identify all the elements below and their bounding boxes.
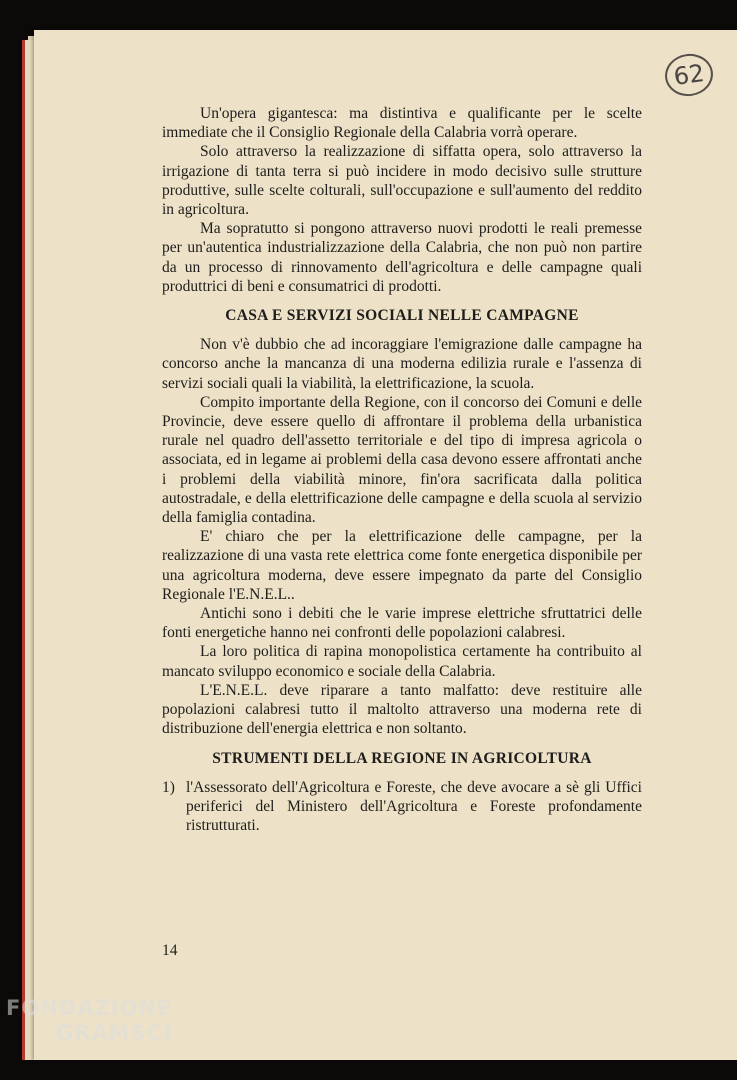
body-text (162, 104, 642, 835)
archive-number-stamp (662, 51, 715, 99)
document-page (34, 30, 737, 1060)
paragraph: Ma sopratutto si pongono attraverso nuovi prodotti le reali premesse per un'autentica industrializzazione della Calabria, che non può non partire da un processo di rinnovamento dell'agricoltura e delle campagne quali produttrici di beni e consumatrici di prodotti. (162, 220, 642, 295)
paragraph: Non v'è dubbio che ad incoraggiare l'emigrazione dalle campagne ha concorso anche la mancanza di una moderna edilizia rurale e l'assenza di servizi sociali quali la viabilità, la elettrificazione, la scuola. (162, 336, 642, 392)
list-number: 1) (162, 778, 175, 796)
paragraph: E' chiaro che per la elettrificazione delle campagne, per la realizzazione di una vasta rete elettrica come fonte energetica disponibile per una agricoltura moderna, deve essere impegnato da parte del Consiglio Regionale l'E.N.E.L.. (162, 528, 642, 603)
paragraph: Antichi sono i debiti che le varie imprese elettriche sfruttatrici delle fonti energetiche hanno nei confronti delle popolazioni calabresi. (162, 605, 642, 642)
paragraph: La loro politica di rapina monopolistica certamente ha contribuito al mancato sviluppo economico e sociale della Calabria. (162, 643, 642, 680)
archive-number: 62 (671, 59, 707, 91)
paragraph: Solo attraverso la realizzazione di siffatta opera, solo attraverso la irrigazione di tanta terra si può incidere in modo decisivo sulle strutture produttive, sulle scelte colturali, sull'occupazione e sull'aumento del reddito in agricoltura. (162, 143, 642, 219)
list-text: l'Assessorato dell'Agricoltura e Foreste, che deve avocare a sè gli Uffici periferici del Ministero dell'Agricoltura e Foreste profondamente ristrutturati. (186, 778, 642, 835)
watermark-logo (6, 998, 172, 1044)
section-heading: CASA E SERVIZI SOCIALI NELLE CAMPAGNE (225, 307, 579, 325)
page-number: 14 (162, 942, 178, 959)
paragraph: Un'opera gigantesca: ma distintiva e qualificante per le scelte immediate che il Consiglio Regionale della Calabria vorrà operare. (162, 105, 642, 142)
list-item (162, 778, 642, 836)
paragraph: L'E.N.E.L. deve riparare a tanto malfatto: deve restituire alle popolazioni calabresi tutto il maltolto attraverso una moderna rete di distribuzione dell'energia elettrica e non soltanto. (162, 681, 642, 738)
watermark-line: GRAMSCI (56, 1021, 172, 1045)
watermark-line: FONDAZIONE (6, 996, 173, 1020)
paragraph: Compito importante della Regione, con il concorso dei Comuni e delle Provincie, deve essere quello di affrontare il problema della urbanistica rurale nel quadro dell'assetto territoriale e del tipo di impresa agricola o associata, ed in legame ai problemi della casa devono essere affrontati anche i problemi della viabilità minore, fin'ora sacrificata dalla politica autostradale, e della elettrificazione delle campagne e della scuola al servizio della famiglia contadina. (162, 393, 642, 527)
section-heading: STRUMENTI DELLA REGIONE IN AGRICOLTURA (212, 749, 592, 767)
